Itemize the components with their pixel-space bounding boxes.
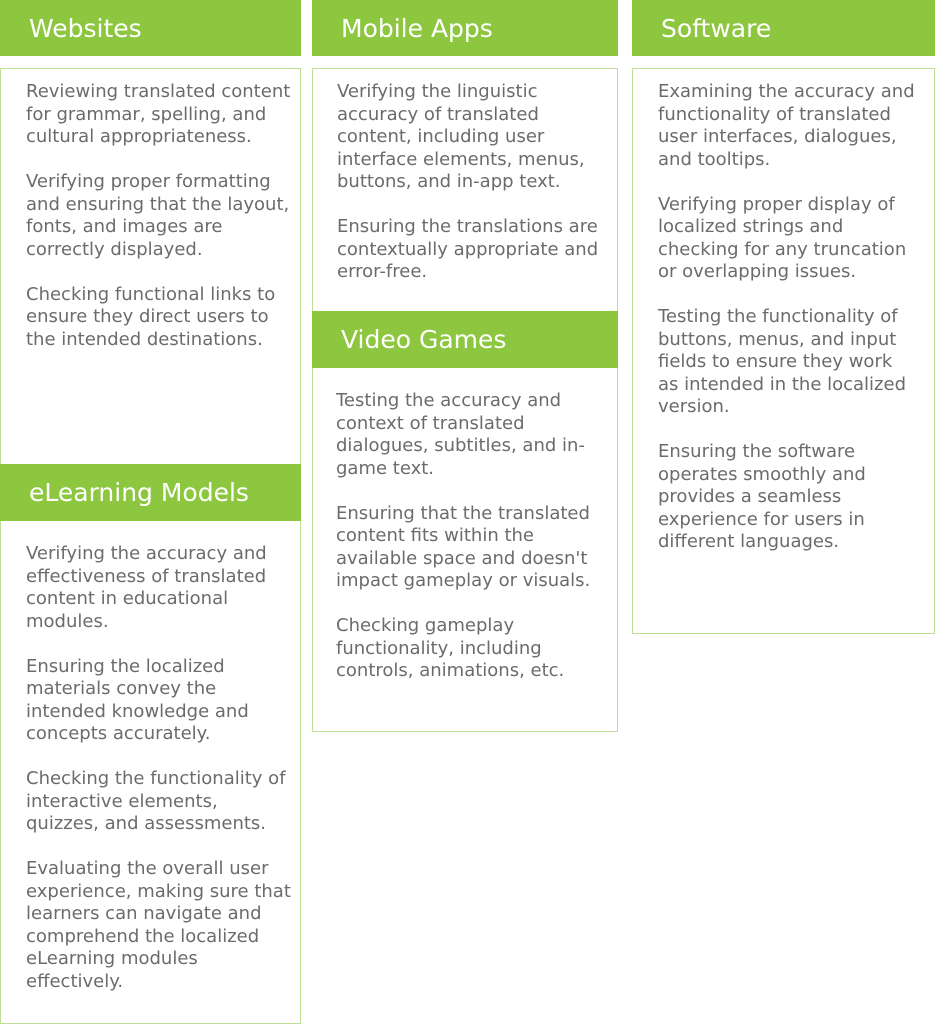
websites-list bbox=[26, 81, 291, 351]
elearning-list bbox=[26, 543, 294, 993]
elearning-item: Checking the functionality of interactive elements, quizzes, and assessments. bbox=[26, 768, 286, 834]
mobile-apps-title: Mobile Apps bbox=[341, 13, 493, 43]
software-list bbox=[658, 81, 918, 554]
elearning-item: Verifying the accuracy and effectiveness of translated content in educational modules. bbox=[26, 543, 267, 632]
mobile-apps-item: Ensuring the translations are contextually appropriate and error-free. bbox=[337, 216, 599, 282]
video-games-item: Testing the accuracy and context of translated dialogues, subtitles, and in-game text. bbox=[336, 390, 585, 479]
elearning-panel bbox=[0, 521, 301, 1024]
websites-item: Checking functional links to ensure they direct users to the intended destinations. bbox=[26, 283, 276, 350]
websites-title: Websites bbox=[29, 13, 142, 43]
websites-panel bbox=[0, 68, 301, 478]
software-header bbox=[632, 0, 935, 56]
software-title: Software bbox=[661, 13, 772, 43]
elearning-title: eLearning Models bbox=[29, 478, 249, 507]
mobile-apps-list bbox=[337, 81, 603, 284]
websites-header bbox=[0, 0, 301, 56]
video-games-title: Video Games bbox=[341, 325, 507, 354]
mobile-apps-header bbox=[312, 0, 618, 56]
elearning-header bbox=[0, 464, 301, 521]
websites-item: Verifying proper formatting and ensuring that the layout, fonts, and images are correctly displayed. bbox=[26, 171, 290, 260]
mobile-apps-item: Verifying the linguistic accuracy of translated content, including user interface elements, menus, buttons, and in-app text. bbox=[337, 81, 585, 192]
video-games-header bbox=[312, 311, 618, 368]
websites-item: Reviewing translated content for grammar, spelling, and cultural appropriateness. bbox=[26, 81, 291, 147]
software-item: Ensuring the software operates smoothly and provides a seamless experience for users in different languages. bbox=[658, 441, 866, 552]
elearning-item: Ensuring the localized materials convey the intended knowledge and concepts accurately. bbox=[26, 655, 249, 744]
video-games-item: Checking gameplay functionality, including controls, animations, etc. bbox=[336, 615, 565, 681]
software-panel bbox=[632, 68, 935, 634]
software-item: Examining the accuracy and functionality of translated user interfaces, dialogues, and tooltips. bbox=[658, 81, 915, 170]
video-games-item: Ensuring that the translated content fits within the available space and doesn't impact gameplay or visuals. bbox=[336, 502, 591, 591]
software-item: Verifying proper display of localized strings and checking for any truncation or overlapping issues. bbox=[658, 193, 907, 282]
video-games-list bbox=[336, 390, 602, 683]
elearning-item: Evaluating the overall user experience, making sure that learners can navigate and comprehend the localized eLearning modules effectively. bbox=[26, 858, 291, 992]
software-item: Testing the functionality of buttons, menus, and input fields to ensure they work as intended in the localized version. bbox=[658, 306, 907, 417]
